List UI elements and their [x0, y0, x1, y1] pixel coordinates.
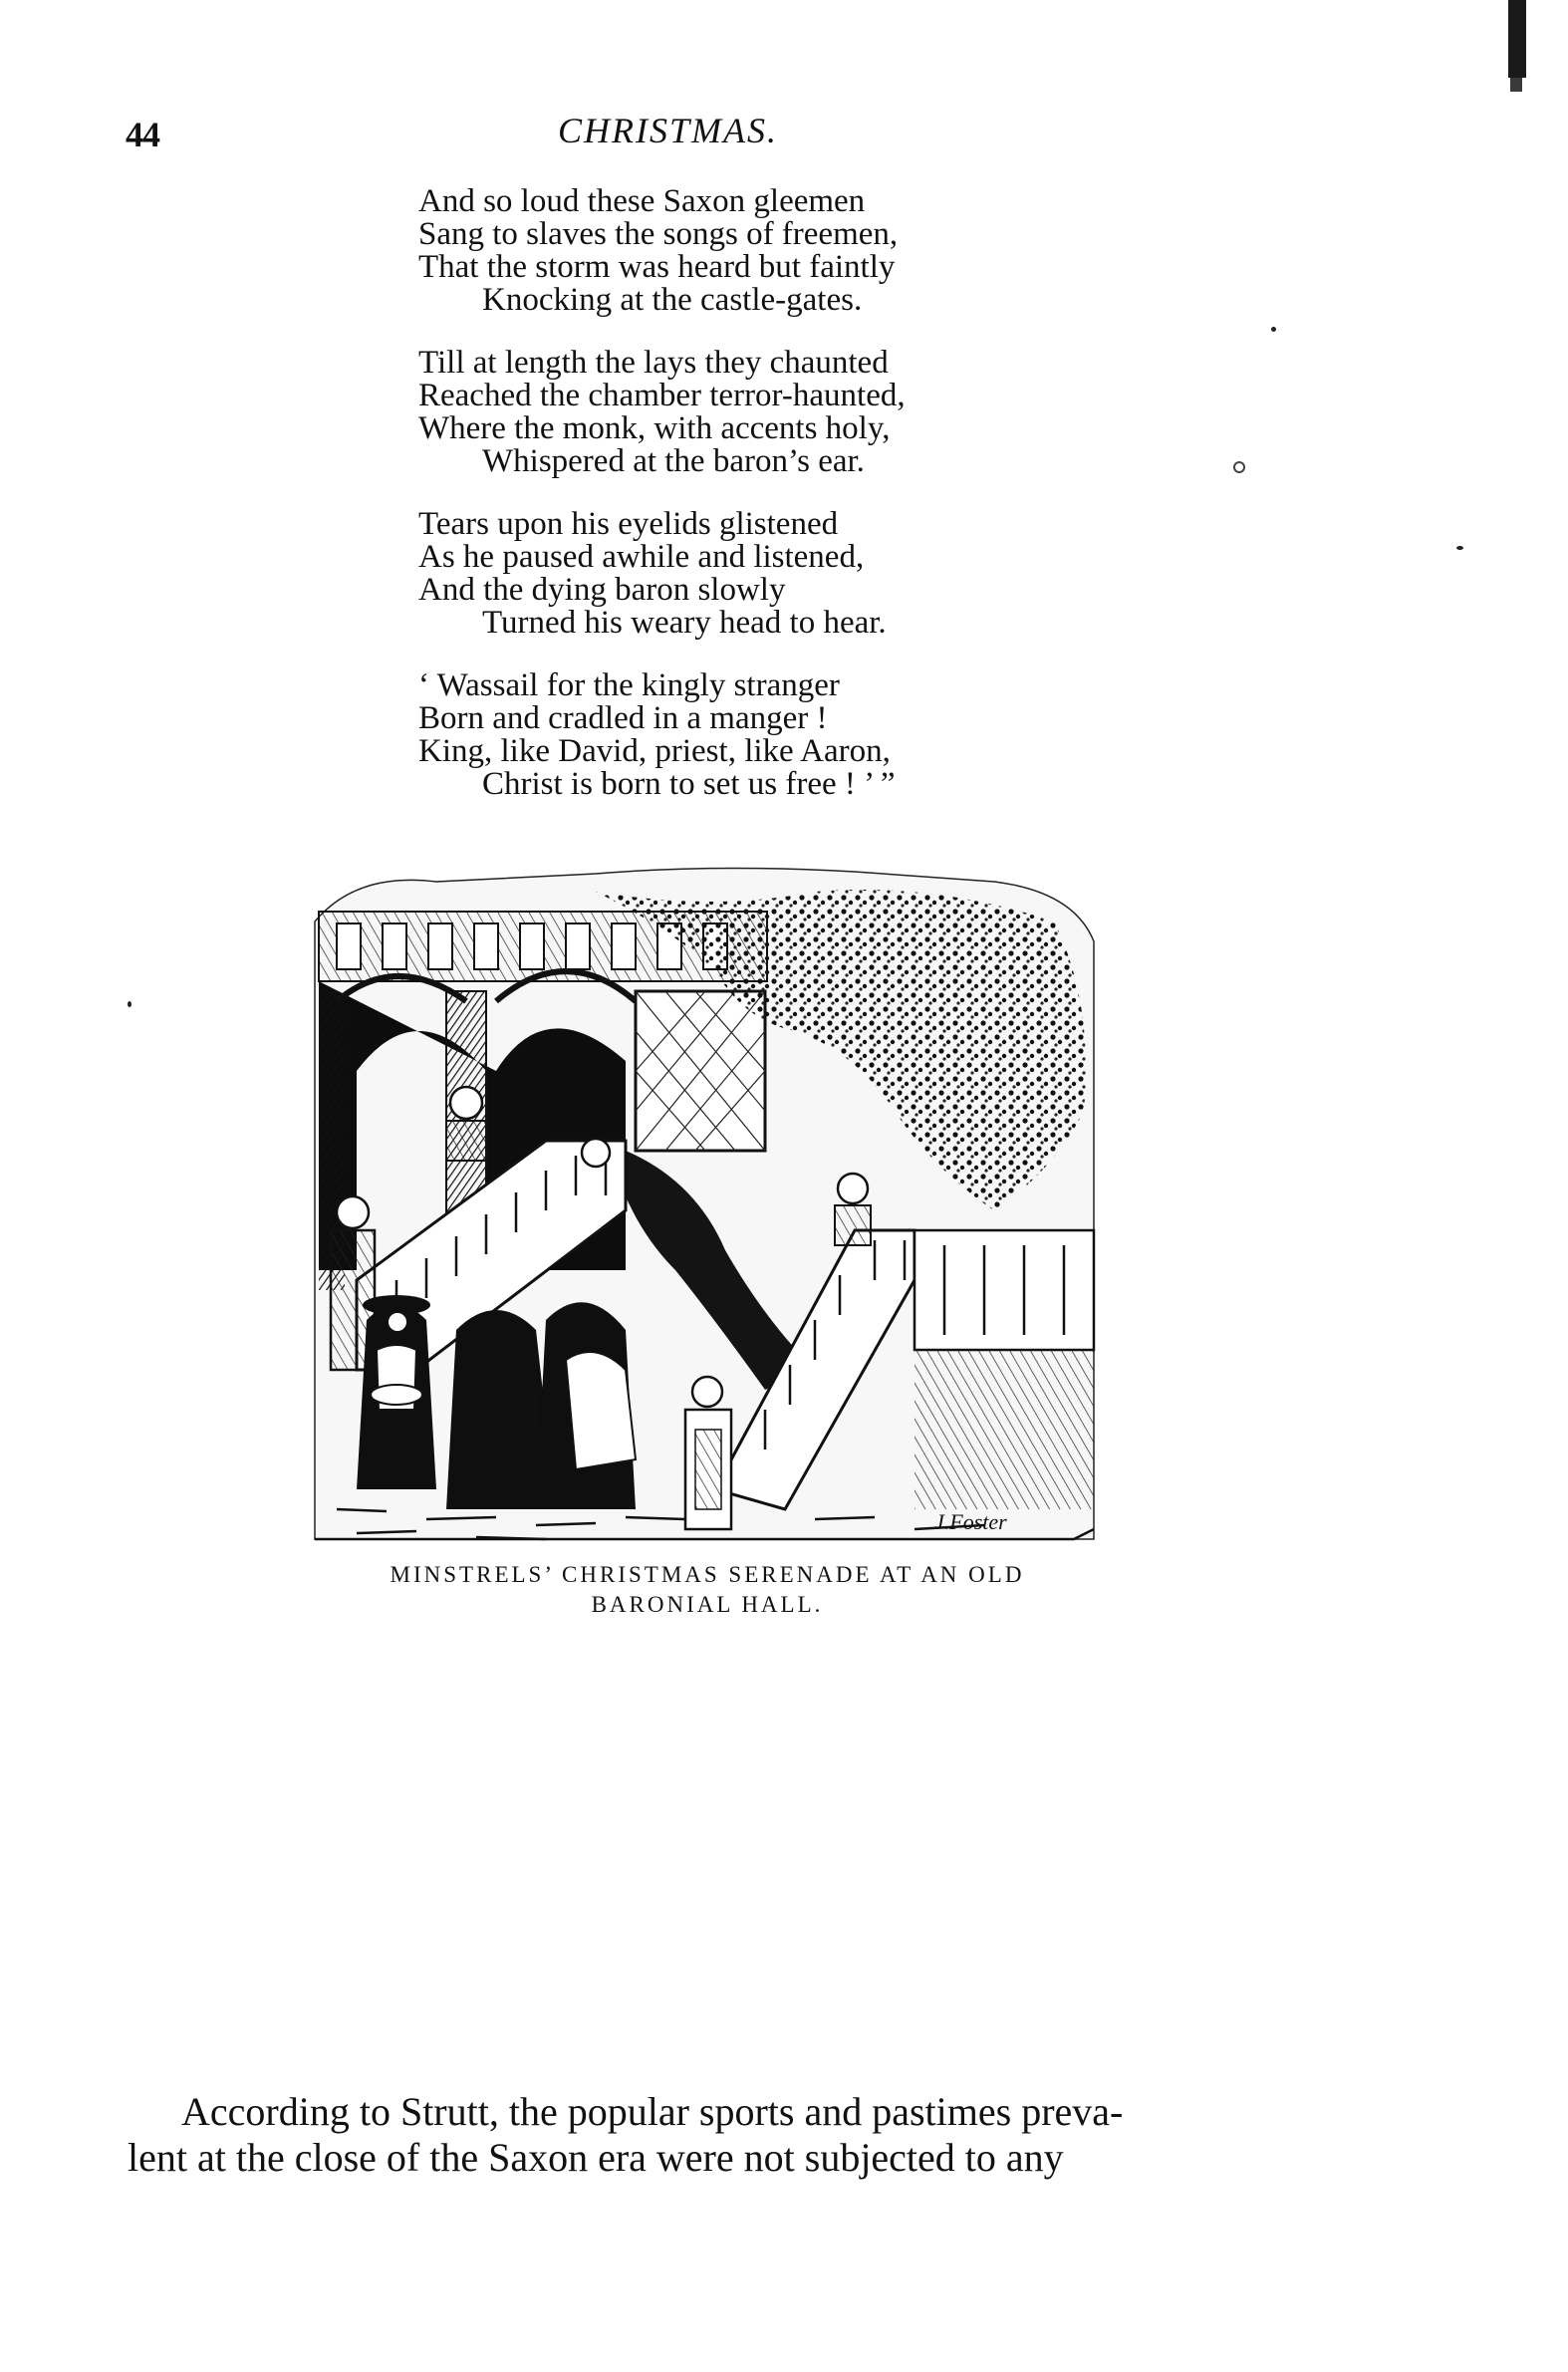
- ink-speck: [1271, 327, 1276, 332]
- ink-speck: [128, 1001, 131, 1007]
- poem-line: As he paused awhile and listened,: [418, 539, 865, 575]
- body-line: lent at the close of the Saxon era were not subjected to any: [128, 2135, 1064, 2180]
- running-head: CHRISTMAS.: [558, 111, 778, 150]
- poem-line: King, like David, priest, like Aaron,: [418, 733, 891, 769]
- engraver-signature: J.Foster: [934, 1509, 1007, 1534]
- poem-line: Till at length the lays they chaunted: [418, 345, 889, 381]
- poem-stanza: [418, 508, 1275, 640]
- ink-speck: [1233, 461, 1245, 473]
- poem-line: Sang to slaves the songs of freemen,: [418, 216, 899, 252]
- page-number: 44: [126, 115, 159, 154]
- ink-speck: [1456, 546, 1463, 550]
- figure-caption: [299, 1560, 1116, 1620]
- poem-line: And the dying baron slowly: [418, 572, 786, 608]
- poem-line: Born and cradled in a manger !: [418, 700, 828, 736]
- poem-line: That the storm was heard but faintly: [418, 249, 896, 285]
- poem-line: Whispered at the baron’s ear.: [482, 443, 865, 479]
- poem-line: Christ is born to set us free ! ’ ”: [482, 766, 896, 802]
- poem-stanza: [418, 185, 1275, 317]
- poem: [418, 185, 1275, 831]
- caption-line: BARONIAL HALL.: [591, 1592, 824, 1617]
- poem-line: And so loud these Saxon gleemen: [418, 183, 866, 219]
- caption-line: MINSTRELS’ CHRISTMAS SERENADE AT AN OLD: [390, 1562, 1025, 1587]
- body-line: According to Strutt, the popular sports and pastimes preva-: [181, 2089, 1124, 2134]
- poem-line: Tears upon his eyelids glistened: [418, 506, 839, 542]
- poem-line: Turned his weary head to hear.: [482, 605, 887, 641]
- poem-stanza: [418, 347, 1275, 478]
- body-paragraph: [128, 2089, 1273, 2181]
- poem-line: Where the monk, with accents holy,: [418, 410, 891, 446]
- poem-stanza: [418, 669, 1275, 801]
- poem-line: ‘ Wassail for the kingly stranger: [418, 667, 840, 703]
- poem-line: Knocking at the castle-gates.: [482, 282, 863, 318]
- page-edge-mark: [1508, 0, 1526, 78]
- poem-line: Reached the chamber terror-haunted,: [418, 378, 906, 413]
- engraving-illustration: [297, 852, 1122, 1549]
